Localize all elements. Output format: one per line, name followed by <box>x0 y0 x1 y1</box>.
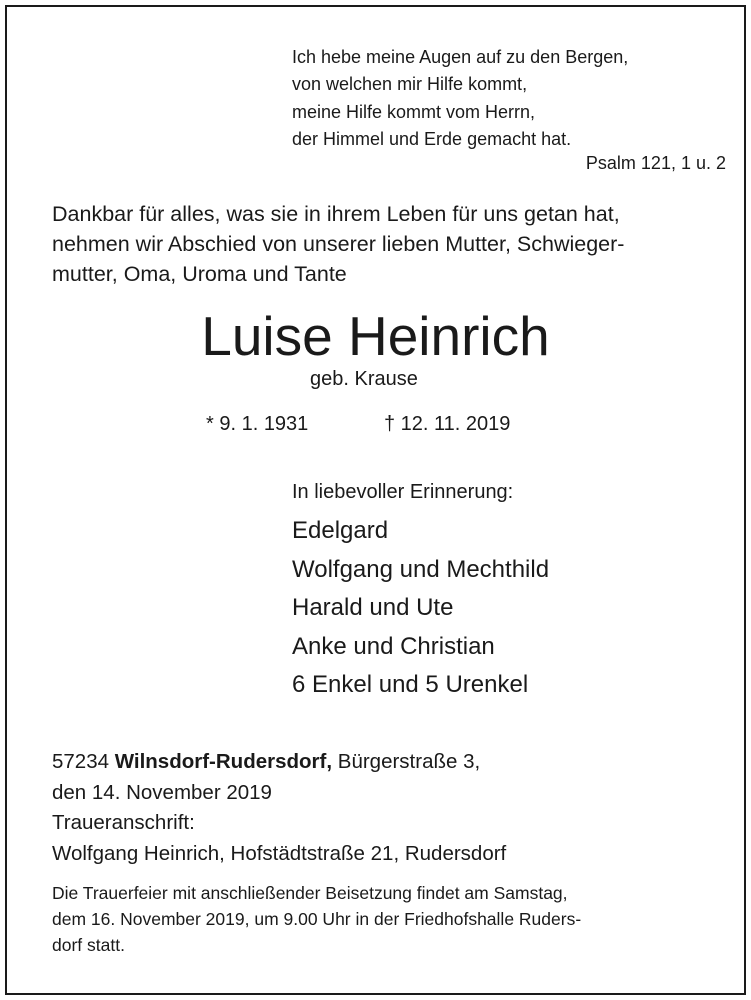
deceased-name: Luise Heinrich <box>201 305 550 367</box>
mourners-list <box>292 512 549 705</box>
town-name: Wilnsdorf-Rudersdorf, <box>114 750 333 773</box>
intro-line: Dankbar für alles, was sie in ihrem Leben für uns getan hat, <box>52 202 620 226</box>
memory-heading: In liebevoller Erinnerung: <box>292 481 514 503</box>
ceremony-line: Die Trauerfeier mit anschließender Beisetzung findet am Samstag, <box>52 883 568 903</box>
mourner-name: Edelgard <box>292 517 389 544</box>
intro-line: mutter, Oma, Uroma und Tante <box>52 262 347 286</box>
psalm-line: von welchen mir Hilfe kommt, <box>292 74 528 95</box>
mourner-name: Harald und Ute <box>292 594 454 622</box>
mourner-name: 6 Enkel und 5 Urenkel <box>292 671 529 699</box>
psalm-line: der Himmel und Erde gemacht hat. <box>292 128 572 149</box>
death-date: † 12. 11. 2019 <box>384 413 511 435</box>
mourning-address: Wolfgang Heinrich, Hofstädtstraße 21, Rudersdorf <box>52 841 507 865</box>
psalm-reference: Psalm 121, 1 u. 2 <box>585 153 726 173</box>
psalm-line: meine Hilfe kommt vom Herrn, <box>292 101 536 122</box>
intro-text <box>52 199 624 289</box>
ceremony-line: dem 16. November 2019, um 9.00 Uhr in der Friedhofshalle Ruders- <box>52 909 582 929</box>
psalm-line: Ich hebe meine Augen auf zu den Bergen, <box>292 47 629 67</box>
mourning-address-label: Traueranschrift: <box>52 811 195 834</box>
address-block <box>52 747 506 869</box>
intro-line: nehmen wir Abschied von unserer lieben Mutter, Schwieger- <box>52 232 625 256</box>
postal-code: 57234 <box>52 750 110 773</box>
birth-name: geb. Krause <box>310 368 418 390</box>
street: Bürgerstraße 3, <box>337 750 481 773</box>
birth-date: * 9. 1. 1931 <box>206 413 309 435</box>
address-line <box>52 747 506 778</box>
ceremony-line: dorf statt. <box>52 935 125 955</box>
ceremony-info <box>52 880 581 958</box>
mourner-name: Anke und Christian <box>292 632 495 660</box>
notice-date: den 14. November 2019 <box>52 780 272 804</box>
mourner-name: Wolfgang und Mechthild <box>292 555 550 583</box>
psalm-verse <box>292 44 628 153</box>
